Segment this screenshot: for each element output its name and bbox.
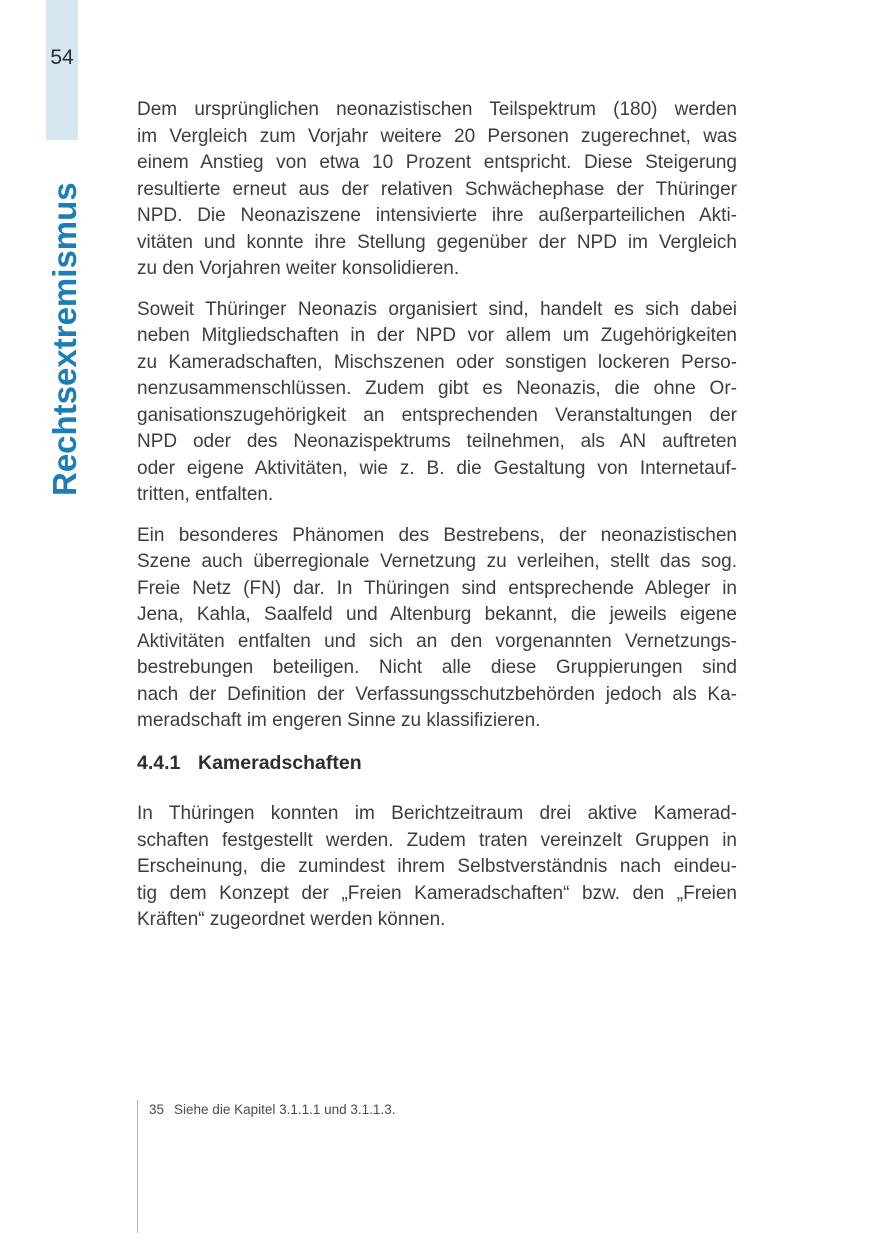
text-line: zu Kameradschaften, Mischszenen oder sonstigen lockeren Perso- — [137, 351, 737, 373]
footnote-number: 35 — [149, 1102, 165, 1117]
body-text-column — [137, 97, 737, 948]
text-line: vitäten und konnte ihre Stellung gegenüber der NPD im Vergleich — [137, 231, 737, 253]
text-line: tig dem Konzept der „Freien Kameradschaften“ bzw. den „Freien — [137, 882, 737, 904]
section-heading-title: Kameradschaften — [198, 751, 362, 774]
text-line: Ein besonderes Phänomen des Bestrebens, der neonazistischen — [137, 524, 737, 546]
text-line: ganisationszugehörigkeit an entsprechenden Veranstaltungen der — [137, 404, 737, 426]
text-line: im Vergleich zum Vorjahr weitere 20 Personen zugerechnet, was — [137, 125, 737, 147]
paragraph — [137, 523, 737, 735]
paragraph — [137, 97, 737, 283]
page-number: 54 — [50, 46, 74, 69]
text-line: tritten, entfalten. — [137, 484, 274, 505]
text-line: bestrebungen beteiligen. Nicht alle diese Gruppierungen sind — [137, 657, 737, 678]
footnote-block — [137, 1100, 395, 1233]
text-line: Kräften“ zugeordnet werden können. — [137, 909, 446, 930]
text-line: schaften festgestellt werden. Zudem traten vereinzelt Gruppen in — [137, 829, 737, 851]
paragraph — [137, 801, 737, 934]
text-line: neben Mitgliedschaften in der NPD vor allem um Zugehörigkeiten — [137, 325, 737, 346]
text-line: zu den Vorjahren weiter konsolidieren. — [137, 258, 460, 279]
text-line: Aktivitäten entfalten und sich an den vorgenannten Vernetzungs- — [137, 630, 737, 652]
text-line: Erscheinung, die zumindest ihrem Selbstverständnis nach eindeu- — [137, 856, 737, 877]
text-line: nenzusammenschlüssen. Zudem gibt es Neonazis, die ohne Or- — [137, 378, 737, 399]
text-line: oder eigene Aktivitäten, wie z. B. die Gestaltung von Internetauf- — [137, 457, 737, 479]
page-number-band — [46, 0, 78, 140]
text-line: NPD. Die Neonaziszene intensivierte ihre außerparteilichen Akti- — [137, 205, 737, 226]
footnote — [149, 1102, 395, 1117]
text-line: nach der Definition der Verfassungsschutzbehörden jedoch als Ka- — [137, 683, 737, 705]
text-line: Soweit Thüringer Neonazis organisiert sind, handelt es sich dabei — [137, 298, 737, 320]
text-line: Jena, Kahla, Saalfeld und Altenburg bekannt, die jeweils eigene — [137, 604, 737, 625]
text-line: Freie Netz (FN) dar. In Thüringen sind entsprechende Ableger in — [137, 577, 737, 599]
text-line: Szene auch überregionale Vernetzung zu verleihen, stellt das sog. — [137, 551, 737, 572]
text-line: Dem ursprünglichen neonazistischen Teilspektrum (180) werden — [137, 99, 737, 120]
paragraph — [137, 297, 737, 509]
chapter-sidebar-title: Rechtsextremismus — [46, 182, 83, 496]
section-heading-number: 4.4.1 — [137, 751, 181, 774]
footnote-text: Siehe die Kapitel 3.1.1.1 und 3.1.1.3. — [174, 1102, 396, 1117]
section-heading — [137, 750, 737, 777]
text-line: In Thüringen konnten im Berichtzeitraum drei aktive Kamerad- — [137, 803, 737, 824]
text-line: meradschaft im engeren Sinne zu klassifizieren. — [137, 710, 541, 731]
text-line: einem Anstieg von etwa 10 Prozent entspricht. Diese Steigerung — [137, 152, 737, 173]
text-line: NPD oder des Neonazispektrums teilnehmen, als AN auftreten — [137, 431, 737, 452]
text-line: resultierte erneut aus der relativen Schwächephase der Thüringer — [137, 178, 737, 200]
